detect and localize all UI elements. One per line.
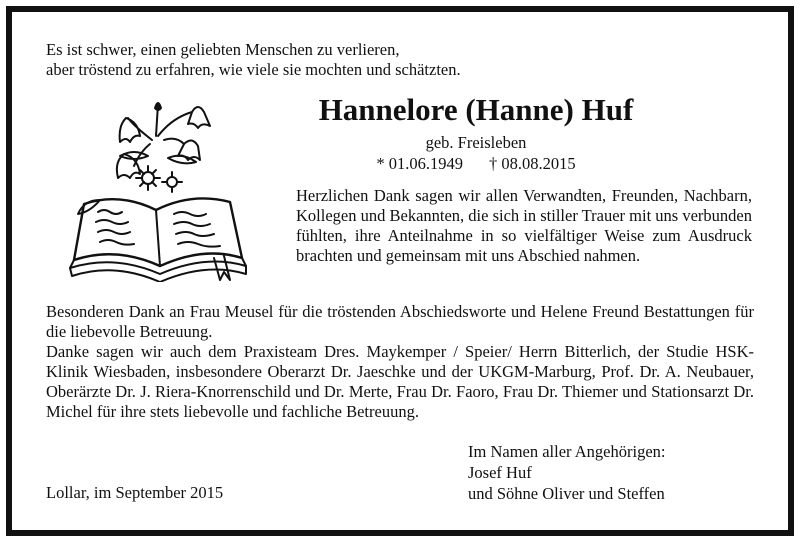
death-date: † 08.08.2015 [489,154,576,173]
birth-date: * 01.06.1949 [376,154,463,173]
special-thanks [46,302,754,422]
signature-block [468,441,665,504]
signature-line-3: und Söhne Oliver und Steffen [468,484,665,503]
place-and-date: Lollar, im September 2015 [46,483,224,502]
deceased-name: Hannelore (Hanne) Huf [318,92,634,127]
maiden-name: geb. Freisleben [425,133,527,152]
thanks-paragraph: Herzlichen Dank sagen wir allen Verwandten, Freunden, Nachbarn, Kollegen und Bekannten, die sich in stiller Trauer mit uns verbunden fühlten, ihre Anteilnahme in so vielfältiger Weise zum Ausdruck brachten und gemeinsam mit uns Abschied nahmen. [296,186,752,265]
quote-line-2: aber tröstend zu erfahren, wie viele sie mochten und schätzten. [46,60,461,79]
special-thanks-paragraph-1: Besonderen Dank an Frau Meusel für die tröstenden Abschiedsworte und Helene Freund Bestattungen für die liebevolle Betreuung. [46,302,754,341]
opening-quote [46,40,461,80]
signature-line-1: Im Namen aller Angehörigen: [468,442,666,461]
life-dates [268,154,684,174]
open-book-with-flowers-icon [64,96,248,282]
special-thanks-paragraph-2: Danke sagen wir auch dem Praxisteam Dres. Maykemper / Speier/ Herrn Bitterlich, der Studie HSK-Klinik Wiesbaden, insbesondere Oberarzt Dr. Jaeschke und der UKGM-Marburg, Prof. Dr. A. Neubauer, Oberärzte Dr. J. Riera-Knorrenschild und Dr. Merte, Frau Dr. Faoro, Frau Dr. Thiemer und Stationsarzt Dr. Michel für ihre stets liebevolle und fachliche Betreuung. [46,342,754,421]
quote-line-1: Es ist schwer, einen geliebten Menschen zu verlieren, [46,40,400,59]
signature-line-2: Josef Huf [468,463,532,482]
